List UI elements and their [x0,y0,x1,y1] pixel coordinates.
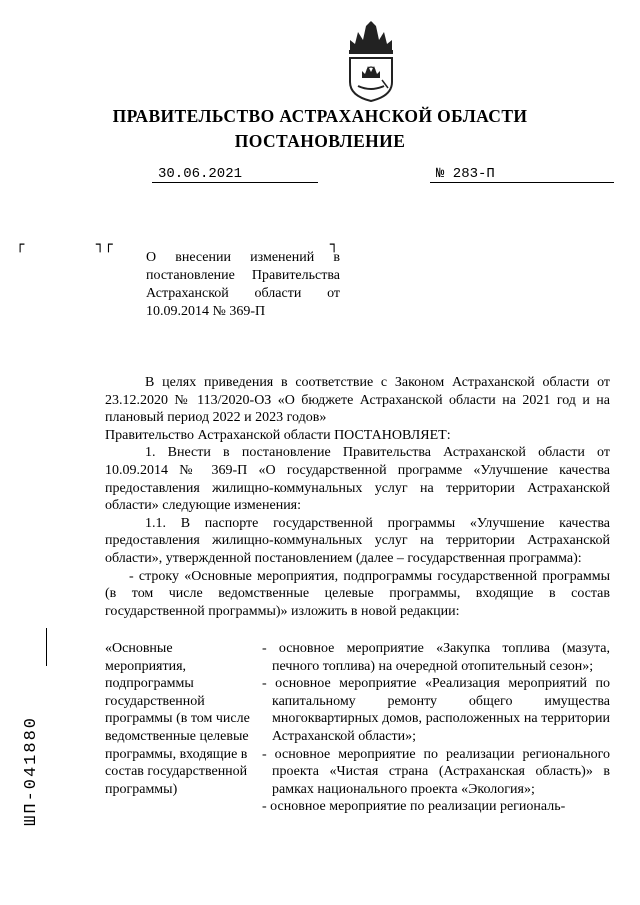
list-item: - основное мероприятие по реализации региональ- [262,799,566,815]
list-item: - основное мероприятие «Реализация мероприятий по капитальному ремонту общего имущества многоквартирных домов, расположенных на территории Астраханской области»; [262,676,610,744]
margin-line [46,628,47,666]
document-number: № 283-П [430,166,614,183]
corner-mark-left: ┌ [16,237,25,253]
coat-of-arms-icon [344,20,398,102]
document-subject: О внесении изменений в постановление Правительства Астраханской области от 10.09.2014 № 369-П [146,250,340,319]
document-body [105,374,610,620]
body-paragraph: - строку «Основные мероприятия, подпрограммы государственной программы (в том числе ведомственные целевые программы, входящие в состав государственной программы)» изложить в новой редакции: [105,568,610,619]
table-right-cell [262,640,610,816]
list-item: - основное мероприятие «Закупка топлива (мазута, печного топлива) на очередной отопительный сезон»; [262,641,610,674]
corner-mark-subject-left: ┐┌ [96,237,113,253]
side-stamp-text: ШП-041880 [22,716,41,826]
body-paragraph: 1.1. В паспорте государственной программы «Улучшение качества предоставления жилищно-коммунальных услуг на территории Астраханской области», утвержденной постановлением (далее – государственная программа): [105,515,610,566]
document-date: 30.06.2021 [152,166,318,183]
side-stamp [22,716,48,866]
doc-type-title: ПОСТАНОВЛЕНИЕ [234,131,406,151]
body-paragraph: Правительство Астраханской области ПОСТАНОВЛЯЕТ: [105,427,451,443]
table-left-cell: «Основные мероприятия, подпрограммы государственной программы (в том числе ведомственные целевые программы, входящие в состав государственной программы) [105,641,250,797]
org-title: ПРАВИТЕЛЬСТВО АСТРАХАНСКОЙ ОБЛАСТИ [112,106,528,126]
corner-mark-subject-right: ┐ [330,237,339,253]
body-paragraph: 1. Внести в постановление Правительства Астраханской области от 10.09.2014 № 369-П «О государственной программе «Улучшение качества предоставления жилищно-коммунальных услуг на территории Астраханской области» следующие изменения: [105,445,610,514]
list-item: - основное мероприятие по реализации регионального проекта «Чистая страна (Астраханская область)» в рамках национального проекта «Экология»; [262,746,610,797]
body-paragraph: В целях приведения в соответствие с Законом Астраханской области от 23.12.2020 № 113/2020-ОЗ «О бюджете Астраханской области на 2021 год и на плановый период 2022 и 2023 годов» [105,375,610,426]
